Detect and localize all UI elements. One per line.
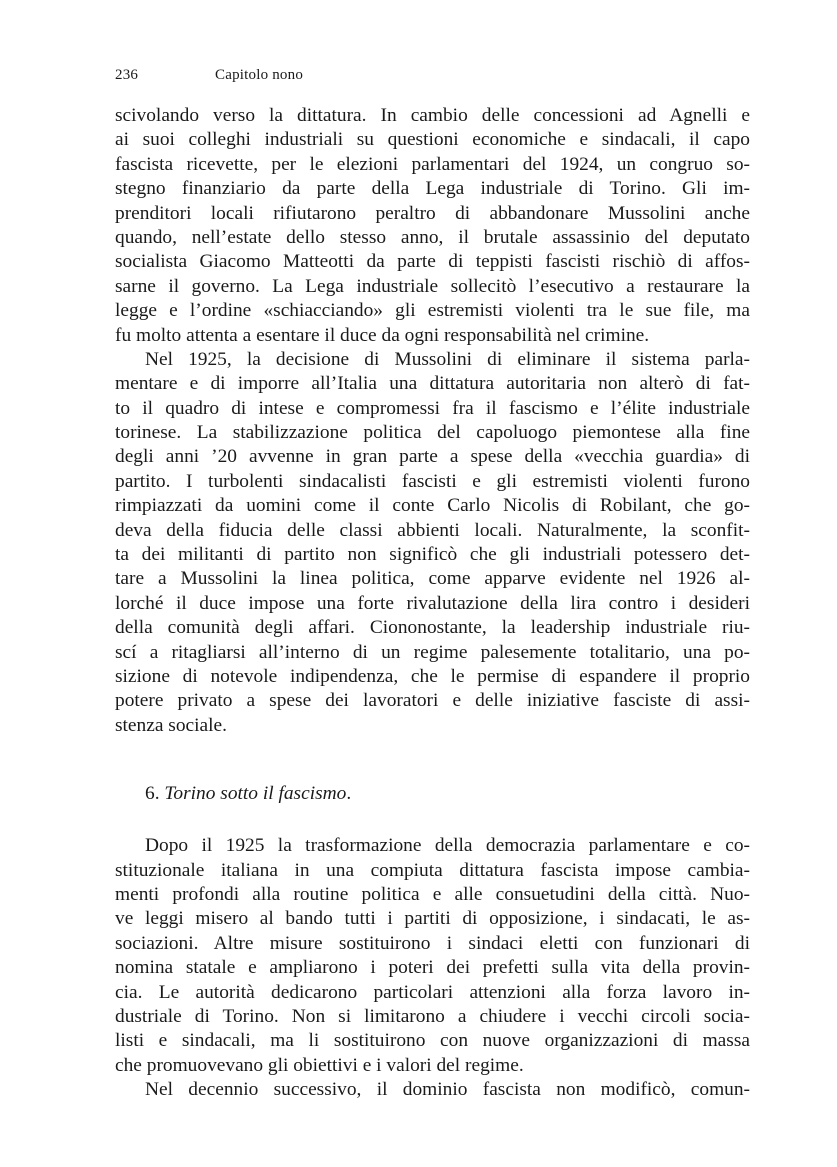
text-line: che promuovevano gli obiettivi e i valori del regime.	[115, 1054, 524, 1076]
text-line: cia. Le autorità dedicarono particolari attenzioni alla forza lavoro in-	[115, 981, 750, 1003]
text-line: dustriale di Torino. Non si limitarono a chiudere i vecchi circoli socia-	[115, 1005, 750, 1027]
running-head	[115, 64, 750, 104]
text-line: stituzionale italiana in una compiuta dittatura fascista impose cambia-	[115, 859, 750, 881]
paragraph	[115, 104, 750, 348]
text-line: Nel 1925, la decisione di Mussolini di eliminare il sistema parla-	[145, 348, 750, 370]
text-line: potere privato a spese dei lavoratori e delle iniziative fasciste di assi-	[115, 690, 750, 712]
section-title-period: .	[346, 783, 352, 805]
text-line: scí a ritagliarsi all’interno di un regime palesemente totalitario, una po-	[115, 641, 750, 663]
text-line: Dopo il 1925 la trasformazione della democrazia parlamentare e co-	[145, 835, 750, 857]
text-line: nomina statale e ampliarono i poteri dei prefetti sulla vita della provin-	[115, 957, 750, 979]
text-line: lorché il duce impose una forte rivalutazione della lira contro i desideri	[115, 592, 750, 614]
text-line: ai suoi colleghi industriali su questioni economiche e sindacali, il capo	[115, 129, 750, 151]
book-page	[115, 64, 750, 1102]
body-text-before-section	[115, 104, 750, 738]
text-line: Nel decennio successivo, il dominio fascista non modificò, comun-	[145, 1079, 750, 1101]
paragraph	[115, 834, 750, 1078]
text-line: torinese. La stabilizzazione politica del capoluogo piemontese alla fine	[115, 422, 750, 444]
text-line: prenditori locali rifiutarono peraltro di abbandonare Mussolini anche	[115, 202, 750, 224]
text-line: deva della fiducia delle classi abbienti locali. Naturalmente, la sconfit-	[115, 519, 750, 541]
text-line: sarne il governo. La Lega industriale sollecitò l’esecutivo a restaurare la	[115, 275, 750, 297]
text-line: quando, nell’estate dello stesso anno, il brutale assassinio del deputato	[115, 226, 750, 248]
text-line: della comunità degli affari. Ciononostante, la leadership industriale riu-	[115, 617, 750, 639]
text-line: sizione di notevole indipendenza, che le permise di espandere il proprio	[115, 665, 750, 687]
text-line: legge e l’ordine «schiacciando» gli estremisti violenti tra le sue file, ma	[115, 300, 750, 322]
text-line: menti profondi alla routine politica e alle consuetudini della città. Nuo-	[115, 883, 750, 905]
text-line: degli anni ’20 avvenne in gran parte a spese della «vecchia guardia» di	[115, 446, 750, 468]
paragraph	[115, 348, 750, 738]
text-line: scivolando verso la dittatura. In cambio delle concessioni ad Agnelli e	[115, 105, 750, 126]
section-number: 6.	[145, 783, 160, 805]
text-line: socialista Giacomo Matteotti da parte di teppisti fascisti rischiò di affos-	[115, 251, 750, 273]
text-line: sociazioni. Altre misure sostituirono i sindaci eletti con funzionari di	[115, 932, 750, 954]
chapter-title: Capitolo nono	[215, 67, 304, 83]
text-line: stegno finanziario da parte della Lega industriale di Torino. Gli im-	[115, 178, 750, 200]
text-line: rimpiazzati da uomini come il conte Carlo Nicolis di Robilant, che go-	[115, 495, 750, 517]
text-line: to il quadro di intese e compromessi fra il fascismo e l’élite industriale	[115, 397, 750, 419]
text-line: fascista ricevette, per le elezioni parlamentari del 1924, un congruo so-	[115, 153, 750, 175]
paragraph	[115, 1078, 750, 1102]
text-line: ve leggi misero al bando tutti i partiti di opposizione, i sindacati, le as-	[115, 908, 750, 930]
text-line: listi e sindacali, ma li sostituirono con nuove organizzazioni di massa	[115, 1030, 750, 1052]
text-line: ta dei militanti di partito non significò che gli industriali potessero det-	[115, 544, 750, 566]
text-line: fu molto attenta a esentare il duce da ogni responsabilità nel crimine.	[115, 324, 650, 346]
page-number: 236	[115, 67, 139, 83]
body-text-after-section	[115, 834, 750, 1102]
text-line: tare a Mussolini la linea politica, come apparve evidente nel 1926 al-	[115, 568, 750, 590]
section-title-text: Torino sotto il fascismo	[164, 783, 347, 805]
text-line: stenza sociale.	[115, 714, 227, 736]
text-line: mentare e di imporre all’Italia una dittatura autoritaria non alterò di fat-	[115, 373, 750, 395]
text-line: partito. I turbolenti sindacalisti fascisti e gli estremisti violenti furono	[115, 470, 750, 492]
section-heading	[115, 782, 750, 806]
